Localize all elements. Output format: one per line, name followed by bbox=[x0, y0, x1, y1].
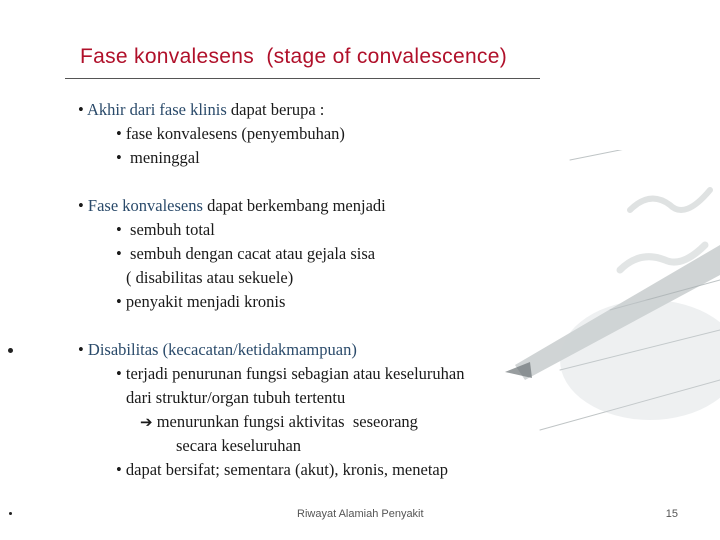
convalescence-rest: dapat berkembang menjadi bbox=[202, 196, 386, 215]
bullet: • bbox=[78, 340, 88, 359]
clinical-phase-rest: dapat berupa : bbox=[226, 100, 325, 119]
title-underline bbox=[65, 78, 540, 79]
list-item: • dapat bersifat; sementara (akut), kronis, menetap bbox=[116, 460, 448, 479]
disability-term: Disabilitas (kecacatan/ketidakmampuan) bbox=[87, 340, 357, 359]
list-item: • meninggal bbox=[116, 148, 200, 167]
consequence-text: menurunkan fungsi aktivitas seseorang bbox=[152, 412, 418, 431]
bullet: • bbox=[78, 100, 87, 119]
disability-heading bbox=[78, 338, 688, 362]
list-item: • fase konvalesens (penyembuhan) bbox=[116, 124, 345, 143]
list-item: • penyakit menjadi kronis bbox=[116, 292, 286, 311]
margin-dot bbox=[9, 512, 12, 515]
clinical-phase-heading bbox=[78, 98, 688, 122]
consequence-continuation: secara keseluruhan bbox=[176, 436, 302, 455]
slide-title: Fase konvalesens (stage of convalescence) bbox=[80, 45, 507, 68]
list-item-continuation: dari struktur/organ tubuh tertentu bbox=[126, 388, 346, 407]
slide-body bbox=[78, 98, 688, 482]
margin-dot bbox=[8, 348, 13, 353]
convalescence-term: Fase konvalesens bbox=[87, 196, 203, 215]
bullet: • bbox=[78, 196, 88, 215]
list-item-continuation: ( disabilitas atau sekuele) bbox=[126, 268, 294, 287]
footer-text: Riwayat Alamiah Penyakit bbox=[297, 508, 424, 520]
clinical-phase-term: Akhir dari fase klinis bbox=[87, 100, 227, 119]
consequence-line bbox=[78, 410, 688, 434]
list-item: • sembuh total bbox=[116, 220, 215, 239]
convalescence-heading bbox=[78, 194, 688, 218]
list-item: • sembuh dengan cacat atau gejala sisa bbox=[116, 244, 376, 263]
arrow-right-icon: ➔ bbox=[140, 413, 153, 431]
list-item: • terjadi penurunan fungsi sebagian atau keseluruhan bbox=[116, 364, 465, 383]
page-number: 15 bbox=[665, 508, 678, 520]
